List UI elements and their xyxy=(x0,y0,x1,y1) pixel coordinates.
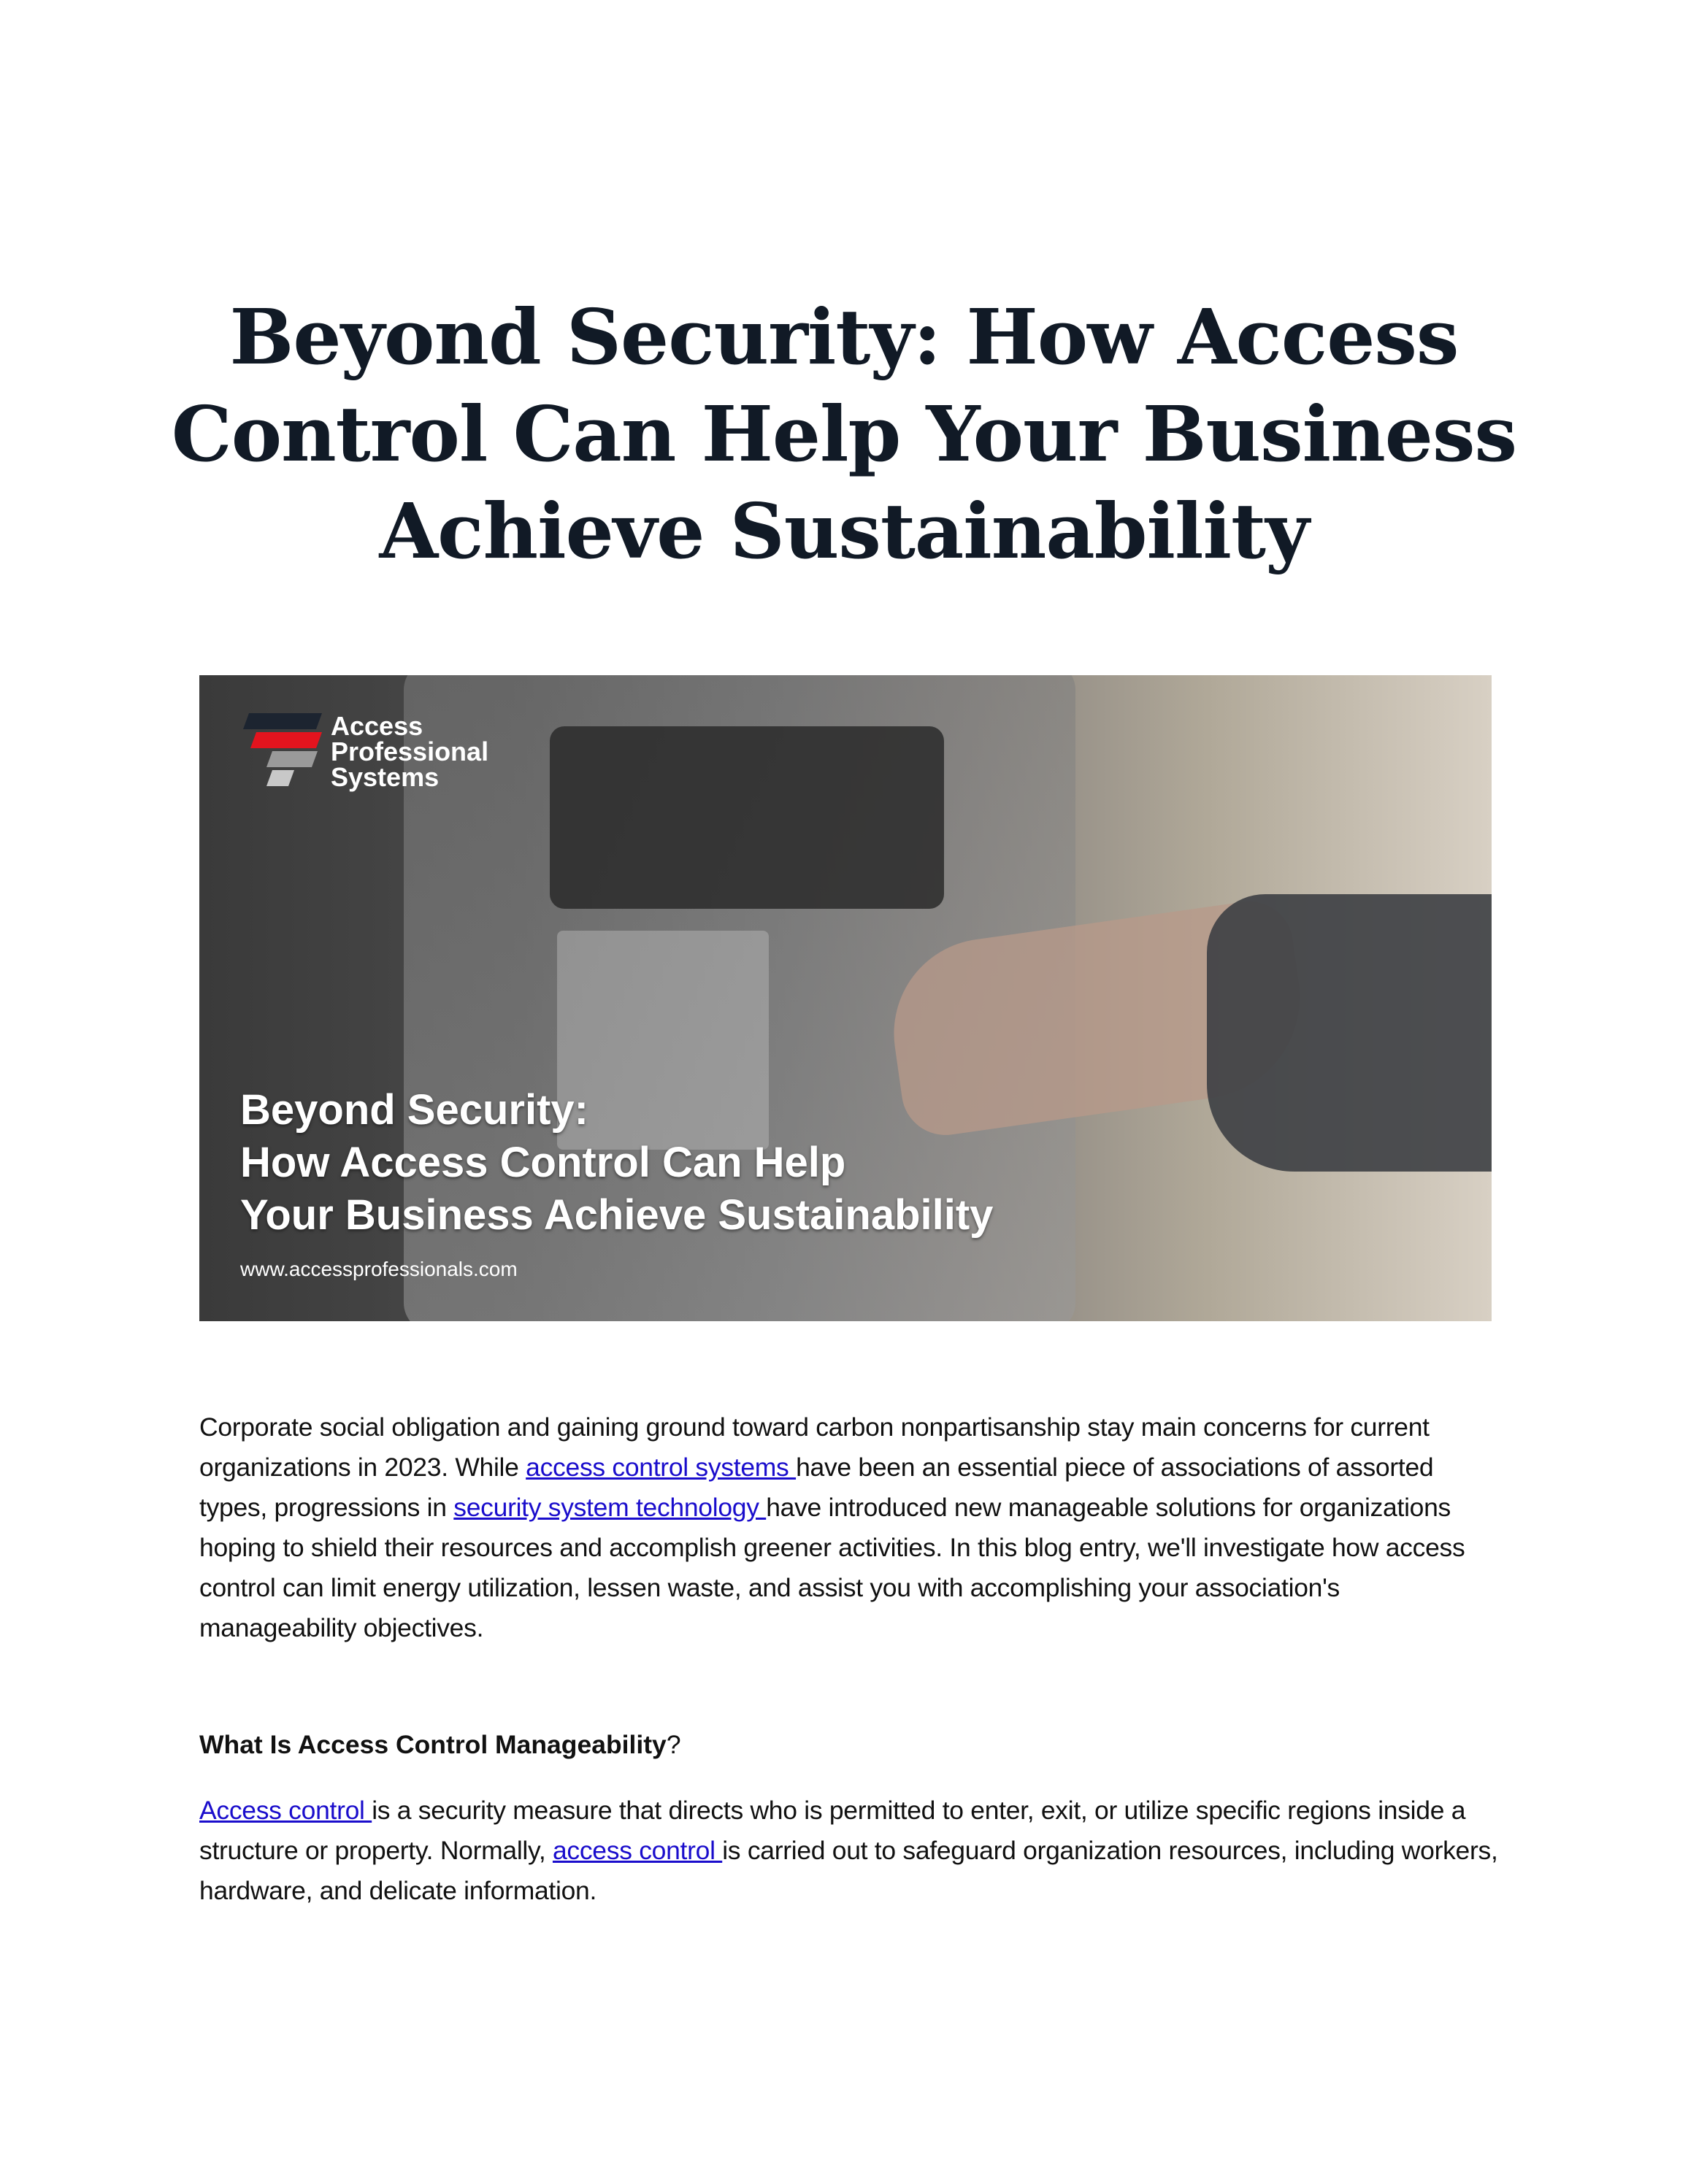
alarm-screen-shape xyxy=(550,726,944,909)
hero-title-line: How Access Control Can Help xyxy=(240,1139,846,1186)
text: is a security measure that directs who is permitted to enter, exit, or utilize specific regions inside a structure or property. Normally, xyxy=(199,1796,1466,1865)
text: is carried out to safeguard organization resources, including workers, hardware, and delicate information. xyxy=(199,1836,1498,1905)
hero-title-line: Your Business Achieve Sustainability xyxy=(240,1191,994,1239)
link-access-control-systems[interactable]: access control systems xyxy=(526,1453,797,1482)
hero-url: www.accessprofessionals.com xyxy=(240,1258,518,1280)
logo-text-line: Systems xyxy=(331,762,440,792)
heading-mark: ? xyxy=(666,1730,681,1759)
intro-paragraph xyxy=(199,1407,1499,1648)
logo-mark-icon xyxy=(240,713,321,793)
company-logo xyxy=(240,713,488,793)
text: have introduced new manageable solutions for organizations hoping to shield their resources and accomplish greener activities. In this blog entry, we'll investigate how access control can limit energy utilization, lessen waste, and assist you with accomplishing your association's manageability objectives. xyxy=(199,1493,1465,1642)
logo-text-line: Access xyxy=(331,711,423,741)
text: Corporate social obligation and gaining ground toward carbon nonpartisanship stay main concerns for current organizations in 2023. While xyxy=(199,1412,1430,1482)
link-security-system-technology[interactable]: security system technology xyxy=(453,1493,767,1522)
link-access-control-2[interactable]: access control xyxy=(552,1836,723,1865)
link-access-control[interactable]: Access control xyxy=(199,1796,372,1825)
section-heading xyxy=(199,1730,681,1760)
text: have been an essential piece of associations of assorted types, progressions in xyxy=(199,1453,1434,1522)
hero-image xyxy=(199,675,1492,1321)
hero-title-line: Beyond Security: xyxy=(240,1086,588,1134)
section-paragraph xyxy=(199,1791,1499,1911)
heading-text: What Is Access Control Manageability xyxy=(199,1730,667,1759)
document-title: Beyond Security: How Access Control Can Help Your Business Achieve Sustainability xyxy=(171,292,1517,576)
hero-title xyxy=(240,1084,993,1242)
sleeve-shape xyxy=(1207,894,1492,1172)
logo-text-line: Professional xyxy=(331,737,489,766)
